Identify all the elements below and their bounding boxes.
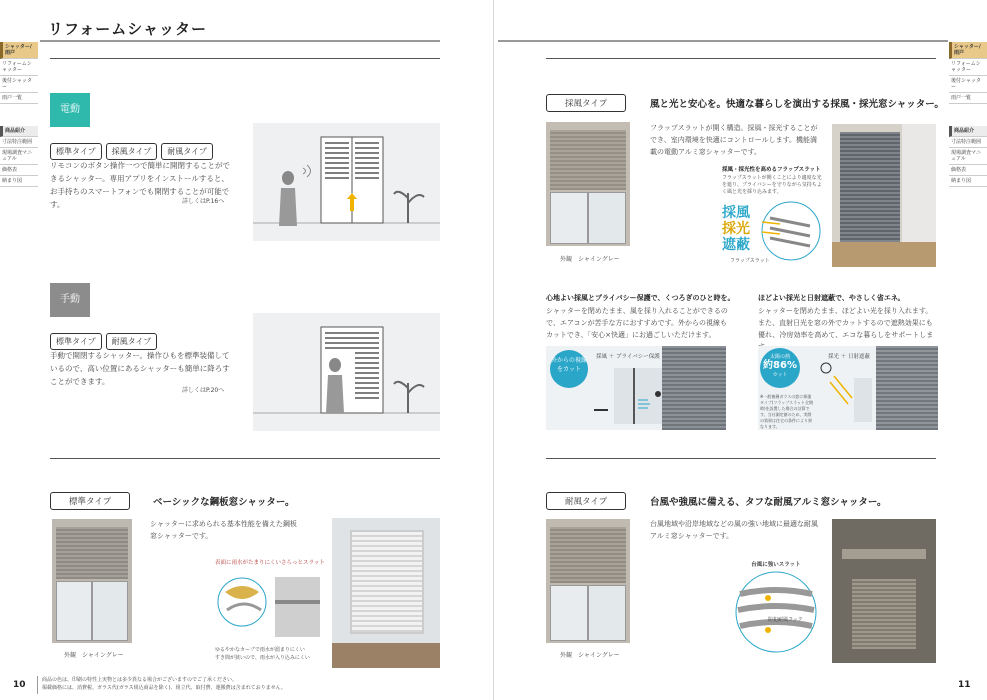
tag-taifu: 耐風タイプ xyxy=(161,143,213,160)
manual-illustration xyxy=(253,313,440,431)
taifu-desc: 台風地域や沿岸地域などの風の強い地域に最適な耐風アルミ窓シャッターです。 xyxy=(650,520,818,540)
right-sidebar-nav xyxy=(949,42,987,104)
standard-note-2: すき間が狭いので、雨水が入り込みにくい xyxy=(215,655,310,661)
left-sidebar-nav2 xyxy=(0,126,38,187)
standard-desc: シャッターに求められる基本性能を備えた鋼板窓シャッターです。 xyxy=(150,520,297,540)
sidebar-item-amado-r[interactable]: 雨戸一覧 xyxy=(949,93,987,104)
manual-ref: 詳しくはP.20へ xyxy=(182,387,225,394)
privacy-heading: 心地よい採風とプライバシー保護で、くつろぎのひと時を。 xyxy=(546,294,735,302)
taifu-storm-photo xyxy=(832,519,936,663)
standard-caption: 外観 シャイングレー xyxy=(64,652,124,659)
sidebar-item-products-r[interactable]: 商品紹介 xyxy=(949,126,987,137)
shade-desc: シャッターを閉めたまま、ほどよい光を採り入れます。また、直射日光を窓の外でカットするので遮熱効果にも優れ、冷房効率を高めて、エコな暮らしをサポートしま xyxy=(758,307,934,339)
electric-badge: 電動 xyxy=(50,93,90,127)
standard-detail-title: 表面に雨水がたまりにくいさらっとスラット xyxy=(215,560,325,566)
shade-circle-bottom: カット xyxy=(772,372,788,378)
electric-illustration-svg xyxy=(253,123,440,241)
sidebar-item-reform[interactable]: リフォームシャッター xyxy=(0,59,38,76)
footer-note-2: 掲載価格には、消費税、ガラス代(ガラス組込商品を除く)、組立代、取付費、運搬費は含まれておりません。 xyxy=(42,685,286,691)
title-rule-right xyxy=(498,40,948,42)
section-rule-r xyxy=(546,58,936,59)
standard-house-photo xyxy=(332,518,440,668)
sidebar-item-retrofit-r[interactable]: 後付シャッター xyxy=(949,76,987,93)
page-number-right: 11 xyxy=(958,680,971,690)
page-number-left: 10 xyxy=(13,680,26,690)
sidebar-item-price[interactable]: 価格表 xyxy=(0,165,38,176)
standard-note-1: ゆるやかなカーブで雨水が溜まりにくい xyxy=(215,647,305,653)
footer-note xyxy=(42,676,286,692)
manual-tags xyxy=(50,329,161,350)
shade-heading: ほどよい採光と日射遮蔽で、やさしく省エネ。 xyxy=(758,294,905,302)
left-sidebar-nav xyxy=(0,42,38,104)
tag-saifu: 採風タイプ xyxy=(106,143,158,160)
flap-desc: フラップスラットが開くことにより適度な光を遮り、プライバシーを守りながら気持ちよく風と光を採り込みます。 xyxy=(722,175,822,195)
electric-desc: リモコンのボタン操作一つで簡単に開閉することができるシャッター。専用アプリをインストールすると、お手持ちのスマートフォンでも開閉することが可能です。 xyxy=(50,161,230,209)
saifu-tag: 採風タイプ xyxy=(546,94,626,112)
shade-label: 採光 ＋ 日射遮蔽 xyxy=(828,354,870,360)
shade-circle-num: 約86% xyxy=(763,360,797,371)
taifu-caption: 外観 シャイングレー xyxy=(560,652,620,659)
word-saifu: 採風 xyxy=(722,205,750,221)
taifu-slat-svg xyxy=(724,568,828,654)
page-fold xyxy=(493,0,494,700)
flap-diagram-svg xyxy=(760,200,822,262)
sidebar-item-products[interactable]: 商品紹介 xyxy=(0,126,38,137)
footer-note-1: 商品の色は、印刷の特性上実物とは多少異なる場合がございますのでご了承ください。 xyxy=(42,677,238,683)
word-shahei: 遮蔽 xyxy=(722,237,750,253)
manual-badge: 手動 xyxy=(50,283,90,317)
privacy-label: 採風 ＋ プライバシー保護 xyxy=(596,354,660,360)
footer-divider xyxy=(37,676,38,694)
sidebar-item-price-r[interactable]: 価格表 xyxy=(949,165,987,176)
sidebar-item-survey[interactable]: 現場調査マニュアル xyxy=(0,148,38,165)
taifu-heading: 台風や強風に備える、タフな耐風アルミ窓シャッター。 xyxy=(650,497,887,508)
tag-standard: 標準タイプ xyxy=(50,143,102,160)
standard-photo xyxy=(52,519,132,643)
standard-detail xyxy=(215,558,325,668)
privacy-desc: シャッターを閉めたまま、風を採り入れることができるので、エアコンが苦手な方におすすめです。外からの視線もカットでき、「安心×快適」にお過ごしいただけます。 xyxy=(546,307,728,339)
flap-label: フラップスラット xyxy=(730,258,770,264)
slat-detail-svg xyxy=(215,572,325,642)
page-title: リフォームシャッター xyxy=(48,20,207,38)
sidebar-item-retrofit[interactable]: 後付シャッター xyxy=(0,76,38,93)
privacy-circle: 外からの視線をカット xyxy=(550,350,588,388)
section-rule-2 xyxy=(50,458,440,459)
sidebar-item-drawing[interactable]: 納まり図 xyxy=(0,176,38,187)
taifu-photo xyxy=(546,519,630,643)
electric-illustration xyxy=(253,123,440,241)
taifu-detail-title: 台風に強いスラット xyxy=(751,562,801,568)
right-sidebar-nav2 xyxy=(949,126,987,187)
standard-heading: ベーシックな鋼板窓シャッター。 xyxy=(153,497,295,508)
sidebar-item-reform-r[interactable]: リフォームシャッター xyxy=(949,59,987,76)
flap-words xyxy=(722,205,750,253)
shade-note: ※一般複層ガラスの窓に採風タイプ(フラップスラット全開時)を設置した場合の計算です。当社測定値のため、実際の効果は住宅の条件により異なります。 xyxy=(760,394,814,429)
saifu-photo xyxy=(546,122,630,246)
taifu-tag: 耐風タイプ xyxy=(546,492,626,510)
saifu-heading: 風と光と安心を。快適な暮らしを演出する採風・採光窓シャッター。 xyxy=(650,99,944,110)
shade-sun-svg xyxy=(814,358,874,428)
saifu-room-photo xyxy=(832,124,936,267)
word-saiko: 採光 xyxy=(722,221,750,237)
shade-diagram xyxy=(758,346,938,430)
shade-circle-top: 太陽の熱 xyxy=(769,354,790,360)
electric-tags xyxy=(50,139,217,160)
sidebar-item-survey-r[interactable]: 現場調査マニュアル xyxy=(949,148,987,165)
manual-desc: 手動で開閉するシャッター。操作ひもを標準装備しているので、高い位置にあるシャッターも簡単に降ろすことができます。 xyxy=(50,351,230,386)
sidebar-item-shutter[interactable]: シャッター/雨戸 xyxy=(0,42,38,59)
sidebar-item-shutter-r[interactable]: シャッター/雨戸 xyxy=(949,42,987,59)
title-rule xyxy=(40,40,440,42)
manual-illustration-svg xyxy=(253,313,440,431)
shade-circle xyxy=(760,348,800,388)
sidebar-item-size-r[interactable]: 寸法特注範囲 xyxy=(949,137,987,148)
taifu-detail xyxy=(724,560,828,664)
tag-standard-manual: 標準タイプ xyxy=(50,333,102,350)
electric-ref: 詳しくはP.16へ xyxy=(182,198,225,205)
saifu-desc: フラップスラットが開く構造。採風・採光することができ、室内環境を快適にコントロールします。機能満載の電動アルミ窓シャッターです。 xyxy=(650,124,818,156)
sidebar-item-amado[interactable]: 雨戸一覧 xyxy=(0,93,38,104)
taifu-hook-label: 防犯耐風フック xyxy=(768,617,803,623)
sidebar-item-drawing-r[interactable]: 納まり図 xyxy=(949,176,987,187)
section-rule-r2 xyxy=(546,458,936,459)
standard-tag: 標準タイプ xyxy=(50,492,130,510)
section-rule xyxy=(50,58,440,59)
flap-title: 採風・採光性を高めるフラップスラット xyxy=(722,167,821,173)
tag-taifu-manual: 耐風タイプ xyxy=(106,333,158,350)
sidebar-item-size[interactable]: 寸法特注範囲 xyxy=(0,137,38,148)
saifu-caption: 外観 シャイングレー xyxy=(560,256,620,263)
flap-diagram xyxy=(760,200,822,262)
privacy-diagram xyxy=(546,346,726,430)
